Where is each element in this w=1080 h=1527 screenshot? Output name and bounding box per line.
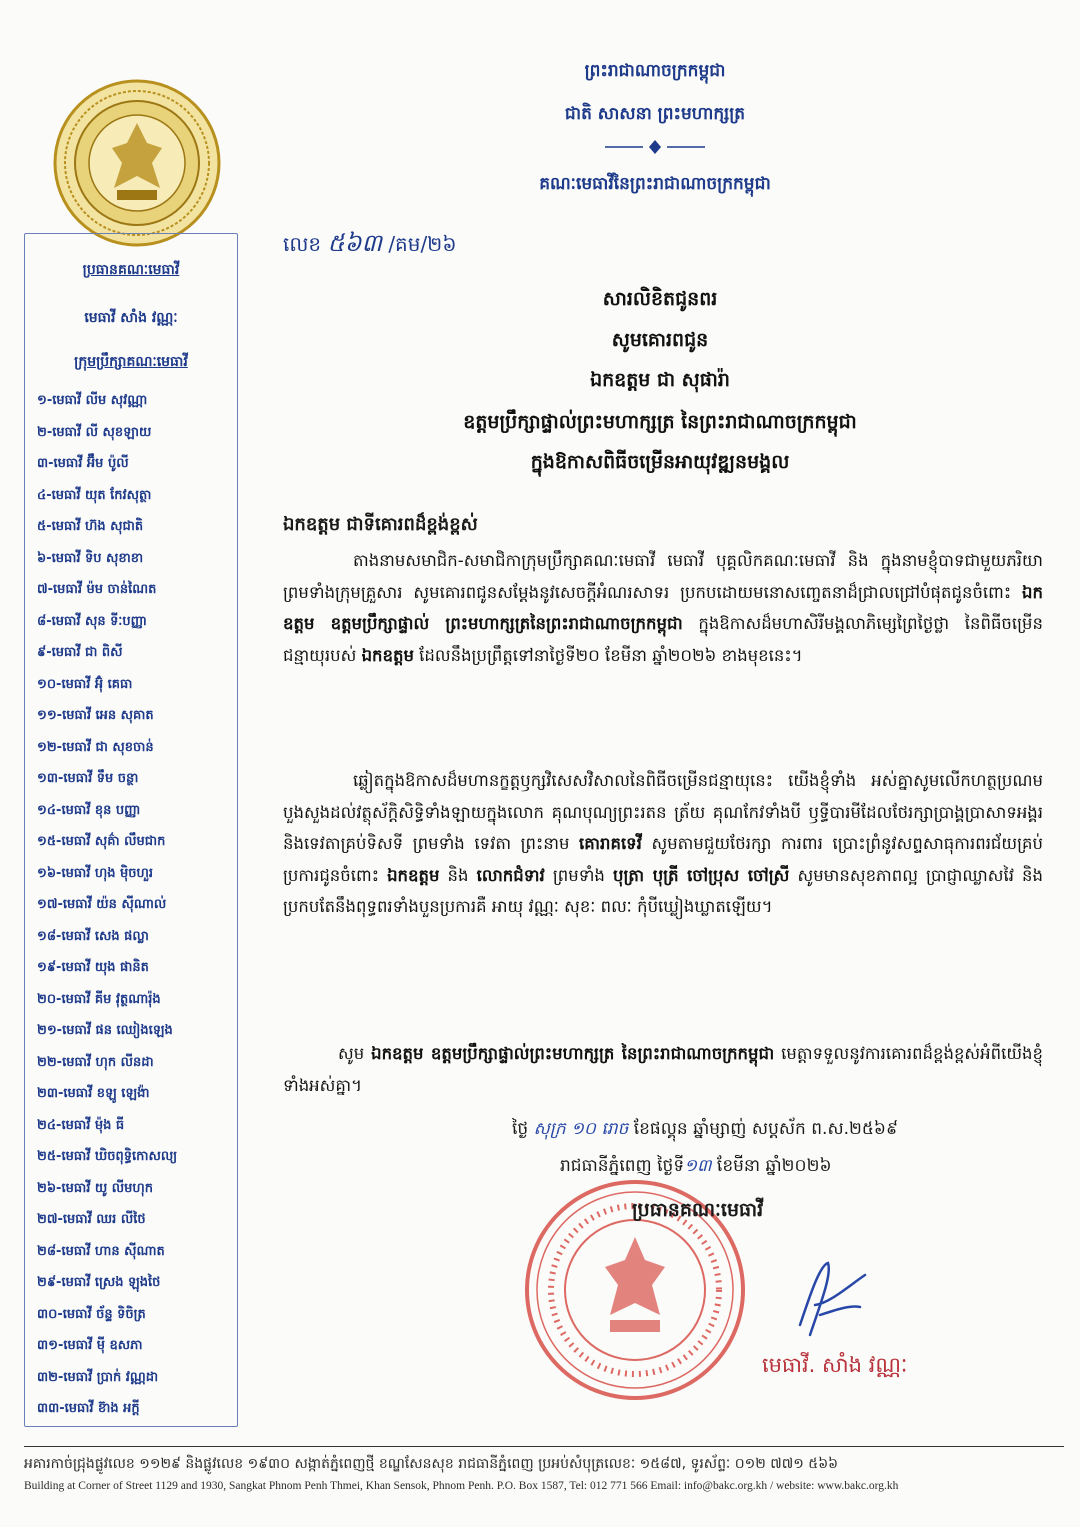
lunar-day-handwritten: សុក្រ [533, 1119, 566, 1139]
signer-title: ប្រធានគណៈមេធាវី [632, 1199, 764, 1221]
p3-recipient-bold: ឯកឧត្តម ឧត្តមប្រឹក្សាផ្ទាល់ព្រះមហាក្សត្រ នៃព្រះរាជាណាចក្រកម្ពុជា [371, 1044, 775, 1063]
council-member-item: ៧-មេធាវី ម៉ម ចាន់ណៃត [37, 582, 157, 597]
council-member-item: ១០-មេធាវី អ៊ុំ គេធា [37, 676, 133, 692]
council-member-item: ៩-មេធាវី ជា ពិសី [37, 645, 123, 660]
council-member-item: ១៤-មេធាវី ខុន បញ្ញា [37, 802, 141, 818]
lunar-date-handwritten: ១០ រោច [571, 1119, 629, 1139]
body-paragraph-3 [283, 1038, 1043, 1101]
p1-recipient-bold: ឯកឧត្តម ឧត្តមប្រឹក្សាផ្ទាល់ ព្រះមហាក្សត្រនៃព្រះរាជាណាចក្រកម្ពុជា [283, 582, 1043, 633]
council-member-item: ២១-មេធាវី ផន ឈៀងឡេង [37, 1023, 173, 1038]
p1-excellency-bold: ឯកឧត្តម [361, 645, 414, 665]
footer-khmer-address: អគារកាច់ជ្រុងផ្លូវលេខ ១១២៩ និងផ្លូវលេខ ១៩៣០ សង្កាត់ភ្នំពេញថ្មី ខណ្ឌសែនសុខ រាជធានីភ្នំពេញ ប្រអប់សំបុត្រលេខៈ ១៥៨៧, ទូរស័ព្ទៈ ០១២ ៧៧១ ៥៦៦ [24, 1456, 839, 1472]
solar-date-rest: ខែមីនា ឆ្នាំ២០២៦ [716, 1156, 832, 1176]
council-member-item: ១៦-មេធាវី ហុង ម៉ិចហួរ [37, 865, 154, 881]
title-occasion: ក្នុងឱកាសពិធីចម្រើនអាយុវឌ្ឍនមង្គល [530, 451, 790, 473]
footer-english-address: Building at Corner of Street 1129 and 1930, Sangkat Phnom Penh Thmei, Khan Sensok, Phnom Penh. P.O. Box 1587, Tel: 012 771 566 Email: info@bakc.org.kh / website: www.bakc.org.kh [24, 1480, 899, 1492]
council-member-item: ២-មេធាវី លី សុខឡាយ [37, 424, 152, 440]
council-member-item: ៣-មេធាវី អ៊ឹម ប៉ូលី [37, 456, 129, 471]
handwritten-signature [780, 1255, 870, 1345]
p2-text-e: និង [439, 865, 477, 885]
p2-excellency-bold: ឯកឧត្តម [387, 865, 440, 885]
council-member-item: ១៣-មេធាវី ទឹម ចន្ថា [37, 771, 139, 786]
kingdom-heading: ព្រះរាជាណាចក្រកម្ពុជា [584, 61, 726, 81]
p1-text-c: ក្នុងឱកាសដ៏មហាសិរីមង្គលាភិម្សេព្រៃថ្ងៃថ្លា នៃពិធីចម្រើនជន្មាយុរបស់ [283, 614, 1043, 665]
solar-day-handwritten: ១៣ [684, 1156, 712, 1176]
p2-family-bold: បុត្រា បុត្រី ចៅប្រុស ចៅស្រី [612, 865, 790, 885]
council-member-item: ១៥-មេធាវី សុគ៌ា លឹមជាក [37, 834, 166, 849]
title-respectfully: សូមគោរពជូន [611, 329, 709, 351]
council-member-item: ៥-មេធាវី ហ៊ង សុជាតិ [37, 519, 144, 534]
bar-association-seal [52, 78, 222, 248]
p2-lady-bold: លោកជំទាវ [476, 865, 545, 885]
reference-number [283, 228, 456, 263]
council-member-item: ១១-មេធាវី អេន សុគាត [37, 708, 154, 723]
p1-text-e: ដែលនឹងប្រព្រឹត្តទៅនាថ្ងៃទី២០ ខែមីនា ឆ្នាំ២០២៦ ខាងមុខនេះ។ [413, 645, 803, 665]
reference-prefix: លេខ [283, 232, 322, 256]
lunar-date-prefix: ថ្ងៃ [512, 1119, 529, 1139]
p2-text-g: ព្រមទាំង [544, 865, 613, 885]
title-recipient: ឯកឧត្តម ជា សុផារ៉ា [590, 369, 730, 391]
council-member-item: ២៣-មេធាវី ខឡូ ឡេង៉ា [37, 1086, 150, 1101]
lunar-date [512, 1118, 898, 1143]
letter-title: សារលិខិតជូនពរ [602, 288, 718, 310]
salutation: ឯកឧត្តម ជាទីគោរពដ៏ខ្ពង់ខ្ពស់ [283, 514, 478, 535]
p3-text-a: សូម [338, 1044, 372, 1063]
p1-text-a: តាងនាមសមាជិក-សមាជិកាក្រុមប្រឹក្សាគណៈមេធាវី មេធាវី បុគ្គលិកគណៈមេធាវី និង ក្នុងនាមខ្ញុំបាទជាមួយភរិយា ព្រមទាំងក្រុមគ្រួសារ សូមគោរពជូនសម្តែងនូវសេចក្តីអំណរសាទរ ប្រកបដោយមនោសញ្ចេតនាដ៏ជ្រាលជ្រៅបំផុតជូនចំពោះ [283, 551, 1043, 602]
council-member-item: ៨-មេធាវី សុន ទីៈបញ្ញា [37, 613, 147, 629]
p3-text-c: មេត្តាទទួលនូវការគោរពដ៏ខ្ពង់ខ្ពស់អំពីយើងខ្ញុំទាំងអស់គ្នា។ [283, 1044, 1043, 1095]
council-member-item: ១-មេធាវី លីម សុវណ្ណា [37, 393, 148, 408]
council-member-item: ២៤-មេធាវី ម៉ុង ធី [37, 1117, 125, 1133]
title-recipient-position: ឧត្តមប្រឹក្សាផ្ទាល់ព្រះមហាក្សត្រ នៃព្រះរាជាណាចក្រកម្ពុជា [463, 411, 857, 433]
p2-deity-bold: គោរាគទេវី [579, 834, 642, 853]
ornament-divider-icon [605, 140, 705, 154]
council-member-item: ៣១-មេធាវី ម៉ី ឧសភា [37, 1338, 143, 1353]
council-member-item: ៤-មេធាវី យុត កែវសុត្ថា [37, 487, 152, 503]
p2-text-i: សូមមានសុខភាពល្អ ប្រាជ្ញាឈ្លាសវៃ និងប្រកបតែនឹងពុទ្ធពរទាំងបួនប្រការគឺ អាយុ វណ្ណៈ សុខៈ ពលៈ កុំបីឃ្លៀងឃ្លាតឡើយ។ [283, 865, 1044, 916]
council-heading: ក្រុមប្រឹក្សាគណៈមេធាវី [74, 354, 188, 370]
council-member-item: ២៩-មេធាវី ស្រេង ឡុងថៃ [37, 1275, 161, 1290]
council-member-item: ២៦-មេធាវី យូ លីមហុក [37, 1180, 154, 1196]
council-member-item: ៣២-មេធាវី ប្រាក់ វណ្ណដា [37, 1369, 159, 1385]
council-member-item: ២២-មេធាវី ហុក លីនដា [37, 1054, 154, 1070]
reference-suffix: /គម/២៦ [388, 232, 457, 256]
council-sidebar [24, 233, 238, 1427]
council-member-item: ១៨-មេធាវី សេង ផល្លា [37, 928, 149, 944]
footer-divider [24, 1446, 1064, 1447]
council-member-item: ១៩-មេធាវី យុង ផានិត [37, 960, 149, 975]
reference-handwritten-number: ៥៦៣ [327, 229, 382, 257]
council-member-item: ២៨-មេធាវី ហាន ស៊ីណាត [37, 1243, 165, 1259]
lunar-date-rest: ខែផល្គុន ឆ្នាំម្សាញ់ សប្តស័ក ព.ស.២៥៦៩ [633, 1119, 899, 1139]
council-member-item: ២៥-មេធាវី ឃិចពុទ្ធិកោសល្យ [37, 1149, 178, 1164]
body-paragraph-2 [283, 765, 1043, 923]
body-paragraph-1 [283, 545, 1043, 671]
p2-text-c: សូមតាមជួយថែរក្សា ការពារ ប្រោះព្រំនូវសព្ទសាធុការពរជ័យគ្រប់ ប្រការជូនចំពោះ [283, 834, 1043, 885]
council-member-item: ៦-មេធាវី ទិប សុខាខា [37, 550, 144, 566]
president-heading: ប្រធានគណៈមេធាវី [82, 262, 180, 278]
council-member-item: ២៧-មេធាវី ឈរ លីថៃ [37, 1212, 146, 1227]
national-motto: ជាតិ សាសនា ព្រះមហាក្សត្រ [564, 104, 746, 124]
council-member-item: ៣០-មេធាវី ច័ន្ទ ទិចិត្រ [37, 1306, 146, 1322]
signer-name: មេធាវី. សាំង វណ្ណៈ [762, 1353, 908, 1377]
council-member-item: ១៧-មេធាវី យ៉ន ស៊ីណាល់ [37, 897, 167, 912]
organization-heading: គណៈមេធាវីនៃព្រះរាជាណាចក្រកម្ពុជា [539, 174, 771, 194]
council-member-item: ១២-មេធាវី ជា សុខចាន់ [37, 739, 154, 755]
council-member-item: ៣៣-មេធាវី ខ៊ាង អក្តី [37, 1401, 140, 1416]
p2-text-a: ឆ្លៀតក្នុងឱកាសដ៏មហានក្ខត្តឫក្សវិសេសវិសាលនៃពិធីចម្រើនជន្មាយុនេះ យើងខ្ញុំទាំង អស់គ្នាសូមលើកហត្ថប្រណមបួងសួងដល់វត្ថុស័ក្តិសិទ្ធិទាំងឡាយក្នុងលោក គុណបុណ្យព្រះរតន ត្រ័យ គុណកែវទាំងបី ឫទ្ធីបារមីដែលថែរក្សាប្រាង្គប្រាសាទអង្គរ និងទេវតាគ្រប់ទិសទី ព្រមទាំង ទេវតា ព្រះនាម [283, 771, 1043, 853]
president-name: មេធាវី សាំង វណ្ណៈ [84, 310, 178, 326]
council-member-item: ២០-មេធាវី គីម វុត្ថណារ៉ុង [37, 991, 161, 1007]
solar-date-prefix: រាជធានីភ្នំពេញ ថ្ងៃទី [560, 1156, 685, 1176]
